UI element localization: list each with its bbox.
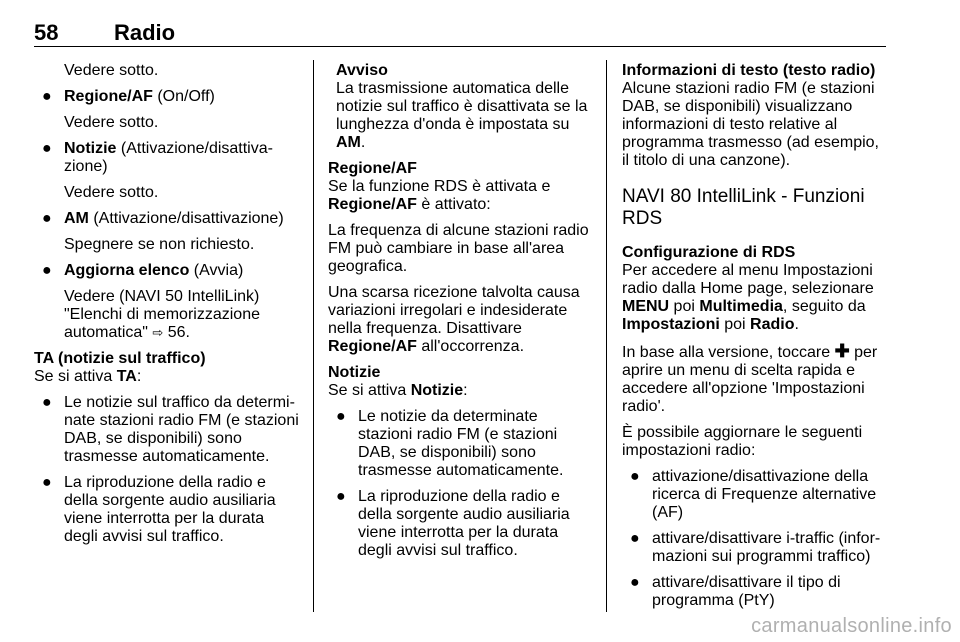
bullet-icon: ● [630,574,640,591]
list-item: ● attivare/disattivare i-traffic (infor-mazioni sui programmi traffico) [630,530,881,565]
subheading-notizie: Notizie [328,364,381,381]
notice-title: Avviso [336,62,388,79]
bullet-icon: ● [42,262,52,279]
list-item: ● Aggiorna elenco (Avvia) [42,262,244,279]
bullet-icon: ● [42,394,52,411]
text-paragraph: Per accedere al menu Impostazioni radio dalla Home page, selezionare MENU poi Multimedia, seguito da Impostazioni poi Radio. [622,262,874,333]
text-line: Vedere sotto. [64,114,159,131]
subheading-regione-af: Regione/AF [328,160,417,177]
column-divider-1 [313,60,314,612]
plus-icon: ✚ [834,341,850,361]
list-item: ● La riproduzione della radio e della sorgente audio ausiliaria viene interrotta per la durata degli avvisi sul traffico. [336,488,570,559]
subheading-info-testo: Informazioni di testo (testo radio) [622,62,876,79]
bullet-icon: ● [630,468,640,485]
text-line: Vedere sotto. [64,62,159,79]
text-paragraph: In base alla versione, toccare ✚ per aprire un menu di scelta rapida e accedere all'opzione 'Impostazioni radio'. [622,341,878,415]
text-line: Vedere (NAVI 50 IntelliLink) "Elenchi di memorizzazione automatica" ⇨ 56. [64,288,260,341]
text-paragraph: È possibile aggiornare le seguenti impostazioni radio: [622,424,863,459]
column-divider-2 [606,60,607,612]
section-heading: NAVI 80 IntelliLink - Funzioni RDS [622,186,865,229]
subheading-ta: TA (notizie sul traffico) [34,350,206,367]
bullet-icon: ● [336,488,346,505]
text-line: Se si attiva TA: [34,368,142,385]
text-paragraph: Alcune stazioni radio FM (e stazioni DAB, se disponibili) visualizzano informazioni di testo relative al programma trasmesso (ad esempio, il titolo di una canzone). [622,80,879,169]
page-number: 58 [34,20,59,45]
list-item: ● Notizie (Attivazione/disattiva-zione) [42,140,273,175]
list-item: ● AM (Attivazione/disattivazione) [42,210,284,227]
text-line: Se la funzione RDS è attivata e Regione/AF è attivato: [328,178,551,213]
bullet-icon: ● [42,88,52,105]
text-line: Se si attiva Notizie: [328,382,468,399]
list-item: ● attivazione/disattivazione della ricerca di Frequenze alternative (AF) [630,468,877,521]
list-item: ● attivare/disattivare il tipo di programma (PtY) [630,574,841,609]
list-item: ● La riproduzione della radio e della sorgente audio ausiliaria viene interrotta per la durata degli avvisi sul traffico. [42,474,276,545]
page-reference-icon: ⇨ [152,325,164,340]
section-title: Radio [114,20,176,45]
bullet-icon: ● [336,408,346,425]
list-item: ● Le notizie sul traffico da determi-nate stazioni radio FM (e stazioni DAB, se disponibili) sono trasmesse automaticamente. [42,394,299,465]
text-line: Spegnere se non richiesto. [64,236,255,253]
page-header [34,20,886,47]
column-1 [34,62,300,554]
list-item: ● Le notizie da determinate stazioni radio FM (e stazioni DAB, se disponibili) sono trasmesse automaticamente. [336,408,564,479]
bullet-icon: ● [630,530,640,547]
notice-text: La trasmissione automatica delle notizie sul traffico è disattivata se la lunghezza d'onda è impostata su AM. [336,80,588,151]
bullet-icon: ● [42,210,52,227]
bullet-icon: ● [42,140,52,157]
list-item: ● Regione/AF (On/Off) [42,88,215,105]
text-paragraph: Una scarsa ricezione talvolta causa variazioni irregolari e indesiderate nella frequenza. Disattivare Regione/AF all'occorrenza. [328,284,580,355]
text-line: Vedere sotto. [64,184,159,201]
bullet-icon: ● [42,474,52,491]
subheading-configurazione: Configurazione di RDS [622,244,796,261]
column-2 [328,62,594,568]
watermark: carmanualsonline.info [751,615,952,637]
column-3 [622,62,888,618]
text-paragraph: La frequenza di alcune stazioni radio FM può cambiare in base all'area geografica. [328,222,589,275]
notice-box [328,62,594,152]
